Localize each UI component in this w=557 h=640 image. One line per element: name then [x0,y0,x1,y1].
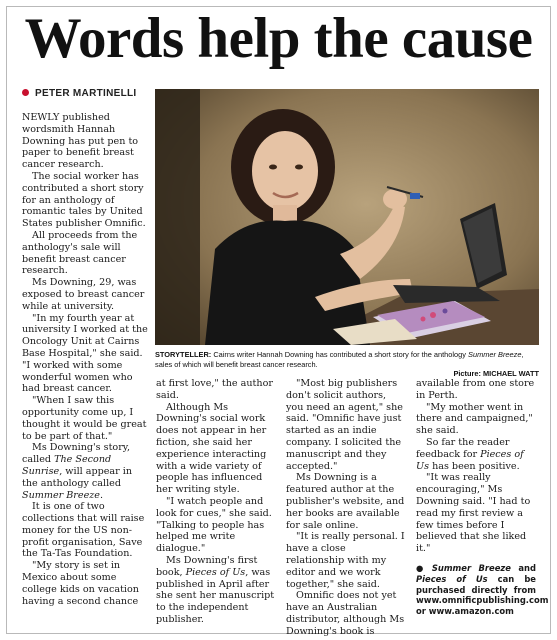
headline: Words help the cause [24,7,533,70]
paragraph: The social worker has contributed a short story for an anthology of romantic tales by United States publisher Omnific. [22,170,146,230]
story-title: The Second Sunrise [22,454,112,477]
article-column-3 [286,378,406,638]
book-title: Pieces of Us [416,573,488,584]
paragraph: at first love," the author said. [156,378,273,401]
caption-text: Cairns writer Hannah Downing has contributed a short story for the anthology [211,350,469,359]
article-column-1 [22,112,150,607]
paragraph: Ms Downing, 29, was exposed to breast cancer while at university. [22,277,145,312]
paragraph [22,442,150,501]
byline-dot-icon [22,89,29,96]
text: , will appear in the anthology called [22,465,133,489]
text: Ms Downing's story, called [22,442,130,466]
caption-title: Summer Breeze [468,350,522,359]
byline [22,88,136,99]
photo-caption [155,350,539,379]
text: , was published in April after she sent her manuscript to the independent publisher. [156,566,275,625]
paragraph: "It was really encouraging," Ms Downing said. "I had to read my first review a few times before I believed that she liked it." [416,472,531,555]
paragraph: "When I saw this opportunity come up, I thought it would be great to be part of that." [22,395,147,442]
byline-author: PETER MARTINELLI [35,88,137,99]
text: . [99,489,104,501]
caption-lead: STORYTELLER: [155,350,212,359]
text: can be purchased directly from www.omnificpublishing.com or www.amazon.com [416,573,549,617]
article-column-4 [416,378,549,617]
paragraph [156,555,276,626]
text: Ms Downing's first book, [156,554,258,578]
paragraph: "My story is set in Mexico about some college kids on vacation having a second chance [22,560,139,607]
purchase-note [416,562,549,617]
book-title: Summer Breeze [431,562,511,573]
paragraph: It is one of two collections that will raise money for the US non-profit organisation, Save the Ta-Tas Foundation. [22,501,145,560]
caption-text: , sales of which will benefit breast cancer research. [155,350,524,369]
paragraph: "It is really personal. I have a close relationship with my editor and we work together," she said. [286,531,405,590]
article-column-2 [156,378,276,626]
text: So far the reader feedback for [416,436,510,460]
book-title: Pieces of Us [185,566,246,578]
anthology-title: Summer Breeze [22,489,100,501]
paragraph: available from one store in Perth. [416,378,535,401]
photo-woman-with-laptop-icon [155,89,539,345]
paragraph [416,437,536,472]
paragraph: NEWLY published wordsmith Hannah Downing has put pen to paper to benefit breast cancer research. [22,112,139,171]
paragraph: "In my fourth year at university I worked at the Oncology Unit at Cairns Base Hospital," she said. "I worked with some wonderful women who had breast cancer. [22,312,148,395]
paragraph: "I watch people and look for cues," she said. "Talking to people has helped me write dialogue." [156,495,272,555]
book-title: Pieces of Us [416,448,524,472]
bullet-icon: ● [416,562,428,573]
paragraph: Ms Downing is a featured author at the publisher's website, and her books are available for sale online. [286,472,405,531]
text: has been positive. [429,460,520,472]
photo-credit: Picture: MICHAEL WATT [453,369,539,379]
paragraph: All proceeds from the anthology's sale will benefit breast cancer research. [22,229,138,277]
paragraph: "My mother went in there and campaigned," she said. [416,401,533,437]
paragraph: Although Ms Downing's social work does not appear in her fiction, she said her experience interacting with a wide variety of people has influenced her writing style. [156,401,267,496]
paragraph: Omnific does not yet have an Australian distributor, although Ms Downing's book is [286,590,405,637]
text: and [510,562,536,573]
paragraph: "Most big publishers don't solicit authors, you need an agent," she said. "Omnific have just started as an indie company. I solicited the manuscript and they accepted." [286,378,403,472]
article-photo [155,89,539,345]
